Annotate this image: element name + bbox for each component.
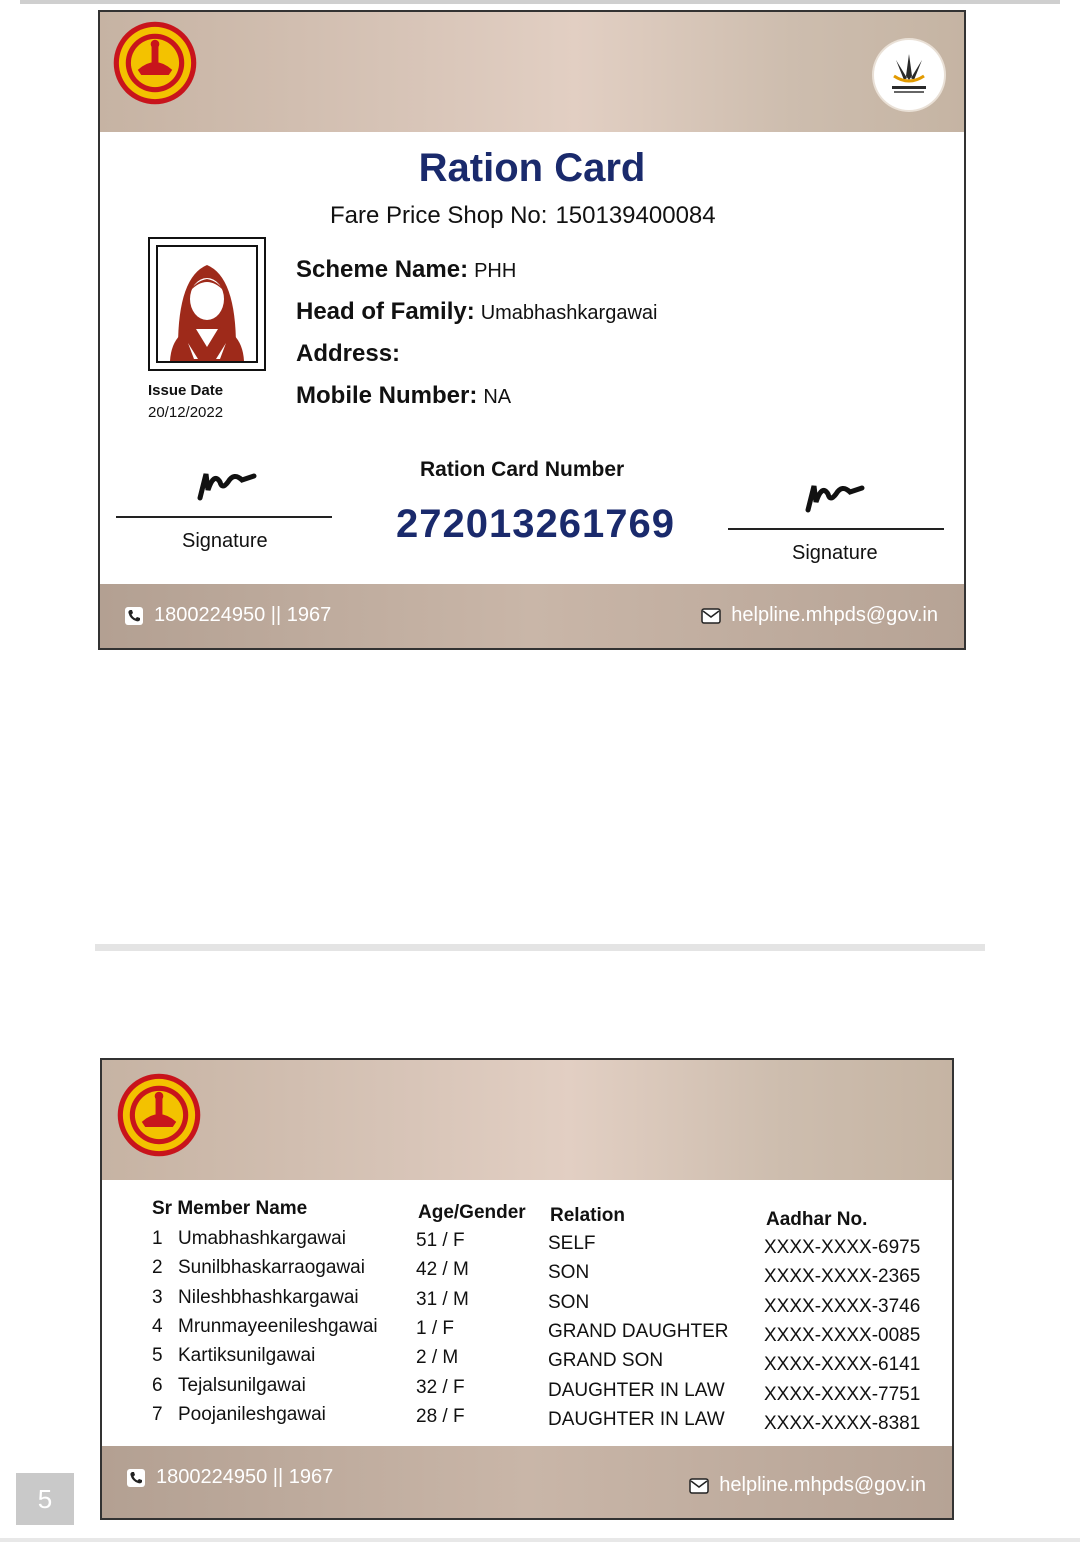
scheme-name-value: PHH — [474, 260, 517, 282]
ration-card-back — [100, 1058, 954, 1520]
issue-date-label: Issue Date — [148, 382, 224, 399]
column-header-age-gender: Age/Gender — [418, 1202, 526, 1223]
email-icon — [701, 606, 721, 626]
bottom-divider — [0, 1538, 1080, 1542]
address-field — [296, 340, 400, 368]
footer-phone-text: 1800224950 || 1967 — [154, 604, 332, 626]
card-header-band — [100, 12, 964, 132]
signature-right-label: Signature — [792, 542, 878, 564]
garib-kalyan-logo-icon — [874, 40, 944, 110]
member-sr: 7 — [152, 1403, 163, 1425]
card-footer-band — [102, 1446, 952, 1518]
member-sr: 3 — [152, 1286, 163, 1308]
head-of-family-field — [296, 298, 657, 326]
phone-icon — [124, 606, 144, 626]
member-name: Mrunmayeenileshgawai — [178, 1315, 378, 1337]
card-footer-band — [100, 584, 964, 648]
ration-card-front — [98, 10, 966, 650]
member-name: Umabhashkargawai — [178, 1228, 346, 1249]
card-header-band — [102, 1060, 952, 1180]
footer-email[interactable] — [689, 1474, 926, 1497]
holder-photo — [148, 237, 266, 371]
member-age-gender: 32 / F — [416, 1376, 465, 1398]
member-relation: SON — [548, 1291, 590, 1313]
member-sr: 2 — [152, 1257, 163, 1279]
member-aadhar: XXXX-XXXX-8381 — [764, 1412, 921, 1434]
column-header-sr-member: Sr Member Name — [152, 1198, 308, 1219]
signature-left-label: Signature — [182, 530, 268, 552]
address-label: Address: — [296, 340, 401, 367]
mobile-number-label: Mobile Number: — [296, 382, 478, 409]
email-icon — [689, 1476, 709, 1496]
member-aadhar: XXXX-XXXX-2365 — [764, 1266, 921, 1288]
scheme-name-field — [296, 256, 516, 284]
member-aadhar: XXXX-XXXX-0085 — [764, 1324, 921, 1346]
female-avatar-icon — [158, 247, 256, 361]
footer-email-text: helpline.mhpds@gov.in — [719, 1474, 926, 1496]
footer-email[interactable] — [701, 604, 938, 627]
fare-price-shop-label: Fare Price Shop No: — [330, 202, 548, 229]
signature-right-mark — [800, 472, 880, 522]
mobile-number-field — [296, 382, 511, 410]
member-sr: 6 — [152, 1374, 163, 1396]
card-title: Ration Card — [418, 146, 646, 190]
phone-icon — [126, 1468, 146, 1488]
member-name: Tejalsunilgawai — [178, 1374, 306, 1396]
ration-card-number-label: Ration Card Number — [420, 458, 625, 481]
head-of-family-value: Umabhashkargawai — [480, 302, 658, 324]
footer-phone[interactable] — [124, 604, 331, 627]
member-sr: 4 — [152, 1315, 163, 1337]
fare-price-shop — [330, 202, 716, 230]
signature-right-line — [728, 528, 944, 530]
member-aadhar: XXXX-XXXX-6975 — [764, 1237, 921, 1258]
mobile-number-value: NA — [483, 386, 512, 408]
head-of-family-label: Head of Family: — [296, 298, 475, 325]
member-relation: SON — [548, 1262, 590, 1284]
member-age-gender: 31 / M — [416, 1288, 469, 1310]
member-aadhar: XXXX-XXXX-3746 — [764, 1295, 921, 1317]
footer-phone[interactable] — [126, 1466, 333, 1489]
member-relation: GRAND DAUGHTER — [548, 1320, 729, 1342]
member-sr: 1 — [152, 1228, 163, 1249]
member-relation: DAUGHTER IN LAW — [548, 1408, 725, 1430]
issue-date-value: 20/12/2022 — [148, 404, 224, 421]
page-number-badge[interactable]: 5 — [16, 1473, 74, 1525]
member-name: Nileshbhashkargawai — [178, 1286, 359, 1308]
member-name: Sunilbhaskarraogawai — [178, 1257, 365, 1279]
member-age-gender: 42 / M — [416, 1259, 469, 1281]
footer-phone-text: 1800224950 || 1967 — [156, 1466, 334, 1488]
signature-left-mark — [192, 460, 272, 510]
member-aadhar: XXXX-XXXX-7751 — [764, 1383, 921, 1405]
column-header-relation: Relation — [550, 1205, 625, 1226]
member-sr: 5 — [152, 1345, 163, 1367]
scheme-name-label: Scheme Name: — [296, 256, 469, 283]
member-age-gender: 1 / F — [416, 1317, 455, 1339]
maharashtra-seal-icon — [112, 20, 198, 106]
fare-price-shop-number: 150139400084 — [555, 202, 716, 229]
member-age-gender: 2 / M — [416, 1347, 459, 1369]
member-relation: GRAND SON — [548, 1350, 664, 1372]
footer-email-text: helpline.mhpds@gov.in — [731, 604, 938, 626]
top-divider — [20, 0, 1060, 4]
page-divider — [95, 944, 985, 951]
member-age-gender: 28 / F — [416, 1405, 465, 1427]
column-header-aadhar: Aadhar No. — [766, 1209, 868, 1230]
member-relation: SELF — [548, 1233, 596, 1254]
signature-left-line — [116, 516, 332, 518]
member-age-gender: 51 / F — [416, 1230, 465, 1251]
ration-card-number: 272013261769 — [396, 502, 675, 546]
member-aadhar: XXXX-XXXX-6141 — [764, 1354, 921, 1376]
member-name: Kartiksunilgawai — [178, 1345, 316, 1367]
member-relation: DAUGHTER IN LAW — [548, 1379, 725, 1401]
member-name: Poojanileshgawai — [178, 1403, 326, 1425]
maharashtra-seal-icon — [116, 1072, 202, 1158]
